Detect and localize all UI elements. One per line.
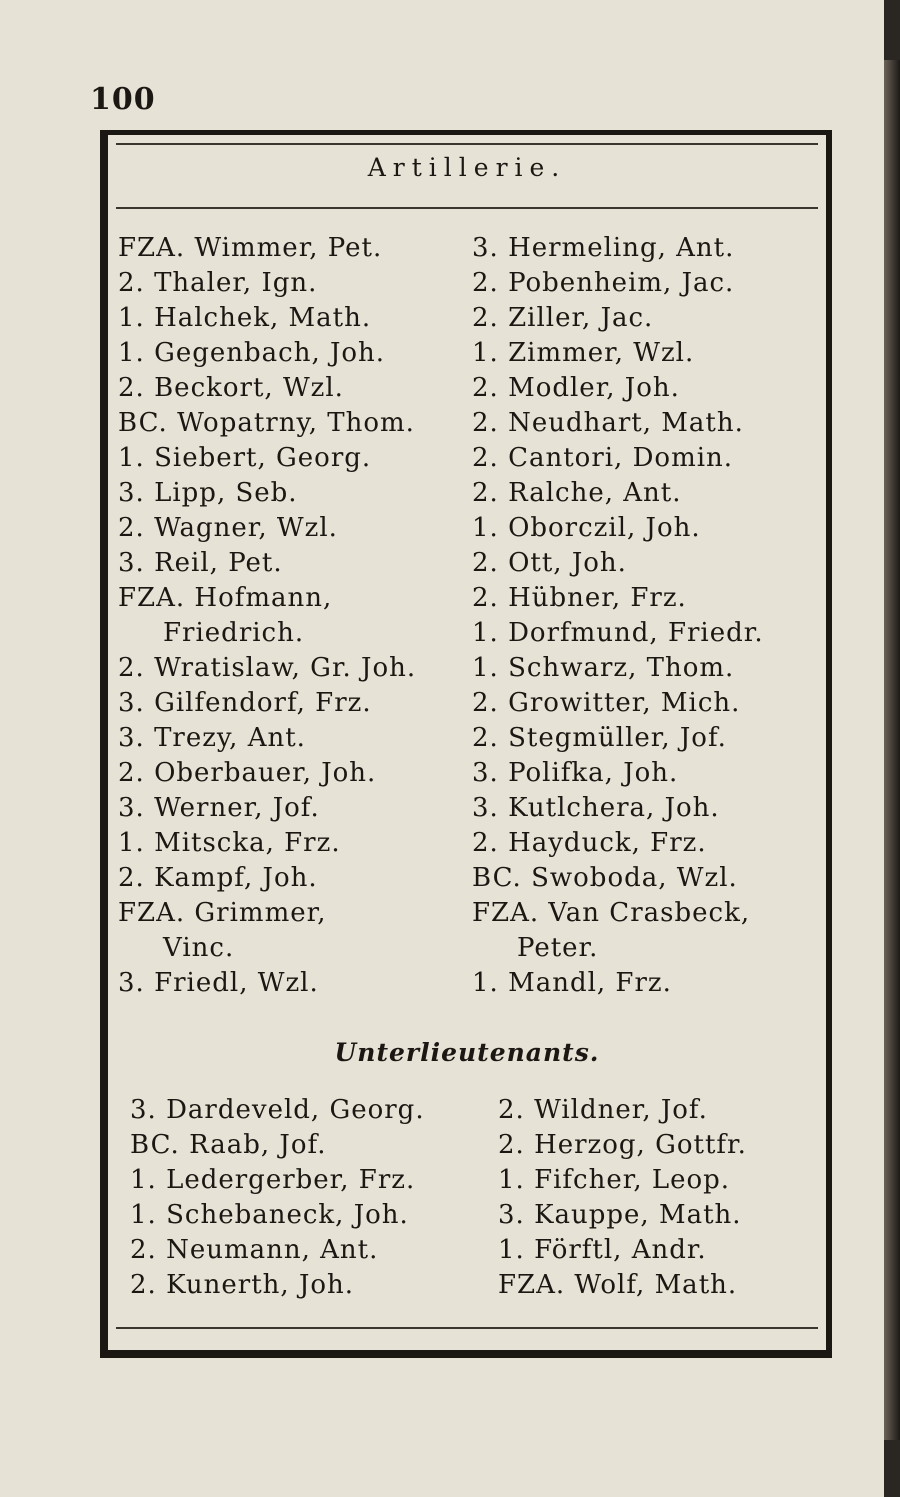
list-item: 2. Kampf, Joh. (118, 863, 318, 893)
list-item: 1. Siebert, Georg. (118, 443, 372, 473)
list-item: 2. Ziller, Jac. (472, 303, 654, 333)
title-rule (116, 207, 818, 209)
list-item: 3. Werner, Jof. (118, 793, 320, 823)
list-item: 1. Halchek, Math. (118, 303, 372, 333)
list-item: BC. Swoboda, Wzl. (472, 863, 738, 893)
bottom-rule (116, 1327, 818, 1329)
list-item: 3. Hermeling, Ant. (472, 233, 735, 263)
list-item: 2. Thaler, Ign. (118, 268, 318, 298)
list-item: 3. Lipp, Seb. (118, 478, 298, 508)
list-item: 1. Förftl, Andr. (498, 1235, 707, 1265)
list-item: 1. Zimmer, Wzl. (472, 338, 695, 368)
list-item: 3. Reil, Pet. (118, 548, 283, 578)
sub-left-column (130, 1093, 425, 1303)
list-item: FZA. Grimmer, (118, 898, 327, 928)
list-item: BC. Raab, Jof. (130, 1130, 327, 1160)
list-item: 2. Beckort, Wzl. (118, 373, 344, 403)
list-item: 2. Ralche, Ant. (472, 478, 682, 508)
list-item: 3. Polifka, Joh. (472, 758, 679, 788)
list-item: 2. Cantori, Domin. (472, 443, 734, 473)
list-item: 3. Friedl, Wzl. (118, 968, 319, 998)
list-item: 3. Kauppe, Math. (498, 1200, 742, 1230)
list-item: BC. Wopatrny, Thom. (118, 408, 415, 438)
list-item: FZA. Van Crasbeck, (472, 898, 751, 928)
list-item-continuation: Peter. (517, 933, 599, 963)
subsection-title: Unterlieutenants. (334, 1038, 600, 1067)
top-rule (116, 143, 818, 145)
sub-right-column (498, 1093, 747, 1303)
list-item: 2. Modler, Joh. (472, 373, 680, 403)
left-column (118, 231, 416, 1001)
list-item: 2. Hübner, Frz. (472, 583, 687, 613)
list-item: 2. Wildner, Jof. (498, 1095, 708, 1125)
right-column (472, 231, 764, 1001)
list-item: 1. Dorfmund, Friedr. (472, 618, 764, 648)
list-item: 2. Wagner, Wzl. (118, 513, 338, 543)
list-item: 3. Kutlchera, Joh. (472, 793, 720, 823)
list-item: 2. Growitter, Mich. (472, 688, 741, 718)
list-item: 2. Pobenheim, Jac. (472, 268, 735, 298)
list-item: 1. Schwarz, Thom. (472, 653, 735, 683)
list-item: FZA. Wolf, Math. (498, 1270, 738, 1300)
page-number: 100 (90, 82, 156, 117)
list-item-continuation: Friedrich. (163, 618, 305, 648)
list-item: FZA. Wimmer, Pet. (118, 233, 383, 263)
list-item: 1. Schebaneck, Joh. (130, 1200, 409, 1230)
list-item: 2. Wratislaw, Gr. Joh. (118, 653, 417, 683)
list-item: 2. Hayduck, Frz. (472, 828, 707, 858)
list-item: 3. Gilfendorf, Frz. (118, 688, 372, 718)
list-item-continuation: Vinc. (163, 933, 235, 963)
page-edge-shadow (884, 60, 900, 1440)
list-item: 1. Ledergerber, Frz. (130, 1165, 416, 1195)
list-item: 1. Mitscka, Frz. (118, 828, 341, 858)
list-frame (100, 130, 832, 1358)
list-item: FZA. Hofmann, (118, 583, 333, 613)
list-item: 2. Oberbauer, Joh. (118, 758, 377, 788)
list-item: 1. Gegenbach, Joh. (118, 338, 386, 368)
list-item: 3. Trezy, Ant. (118, 723, 306, 753)
list-item: 2. Kunerth, Joh. (130, 1270, 355, 1300)
section-title: Artillerie. (367, 153, 567, 182)
list-item: 2. Herzog, Gottfr. (498, 1130, 747, 1160)
list-item: 1. Oborczil, Joh. (472, 513, 701, 543)
list-item: 1. Fifcher, Leop. (498, 1165, 731, 1195)
list-item: 2. Neudhart, Math. (472, 408, 744, 438)
list-item: 1. Mandl, Frz. (472, 968, 672, 998)
list-item: 2. Ott, Joh. (472, 548, 627, 578)
list-item: 2. Neumann, Ant. (130, 1235, 379, 1265)
list-item: 3. Dardeveld, Georg. (130, 1095, 425, 1125)
list-item: 2. Stegmüller, Jof. (472, 723, 727, 753)
